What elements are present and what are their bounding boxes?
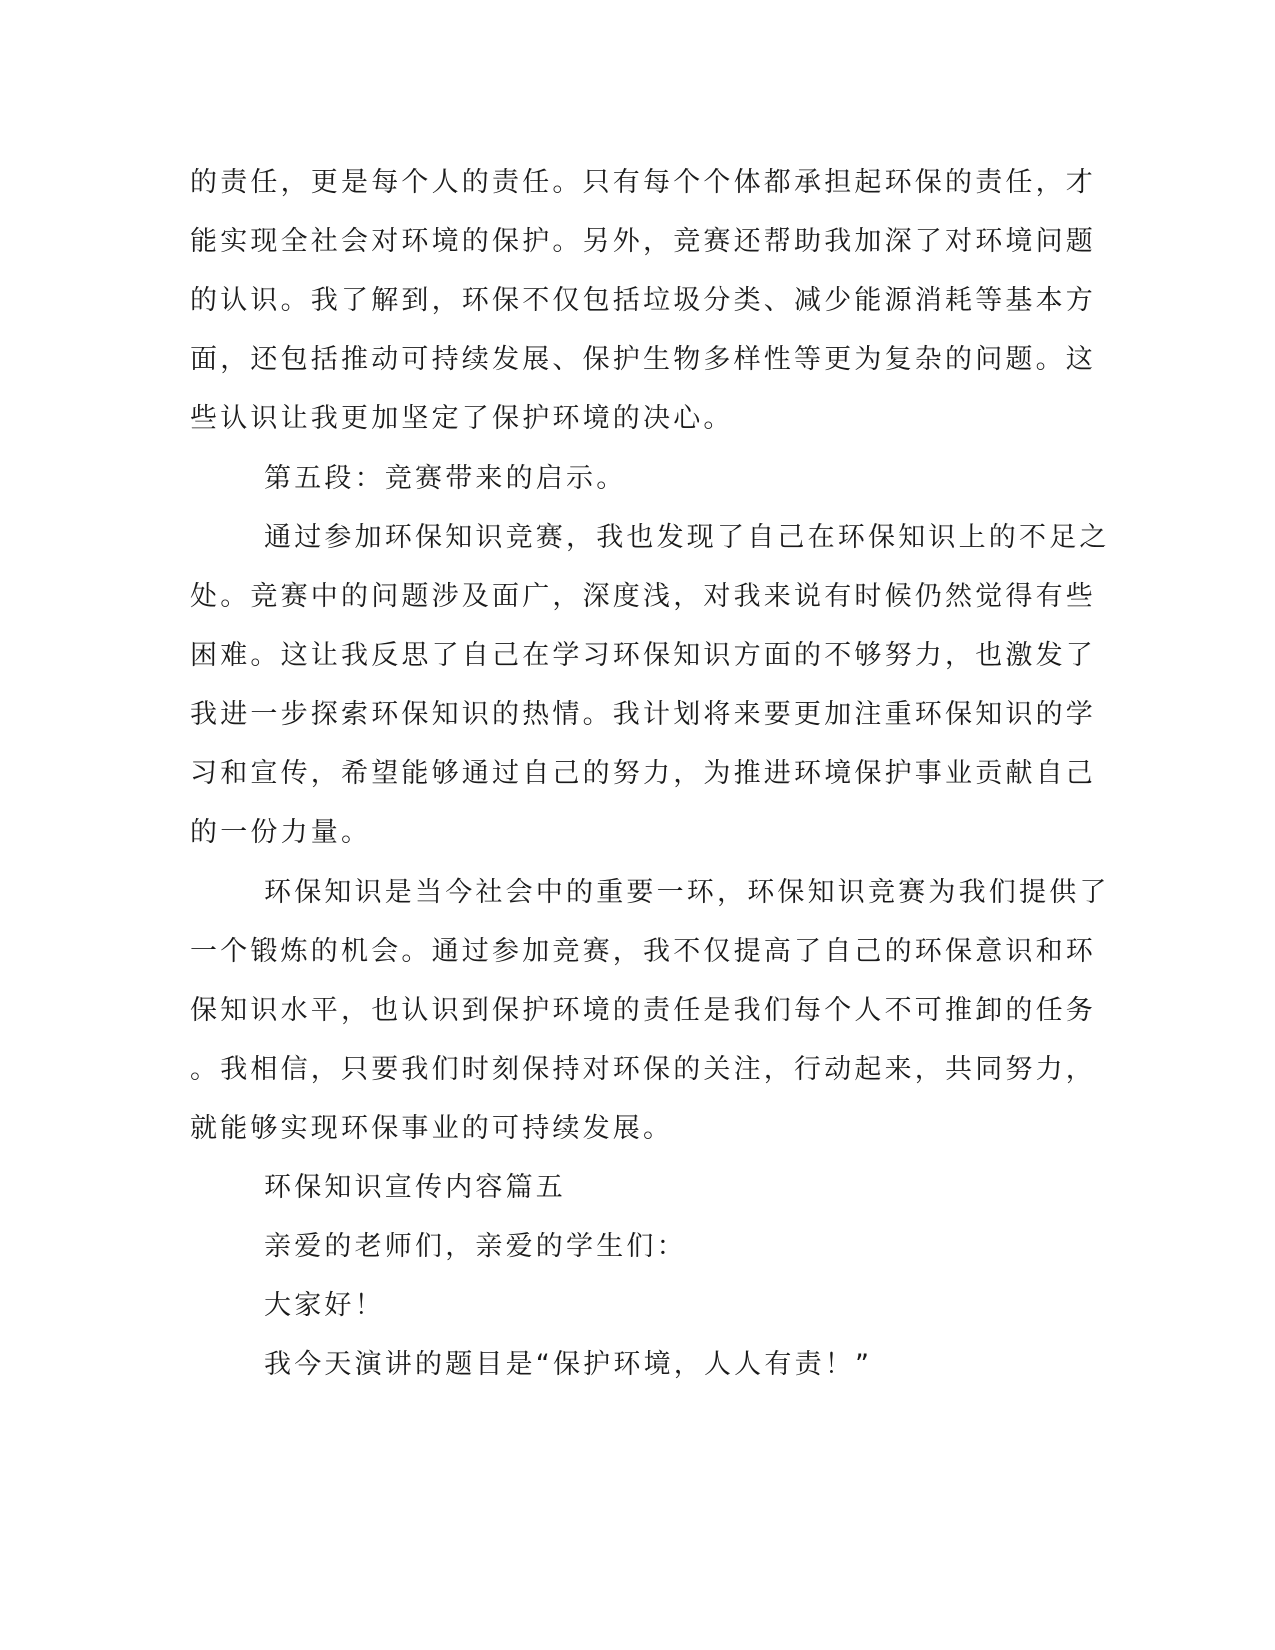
paragraph-1-line-2: 能实现全社会对环境的保护。另外，竞赛还帮助我加深了对环境问题 [190, 226, 1096, 257]
section-heading: 第五段：竞赛带来的启示。 [264, 463, 627, 494]
article-title: 环保知识宣传内容篇五 [264, 1172, 566, 1203]
paragraph-3-line-3: 保知识水平，也认识到保护环境的责任是我们每个人不可推卸的任务 [190, 995, 1096, 1026]
paragraph-1-line-3: 的认识。我了解到，环保不仅包括垃圾分类、减少能源消耗等基本方 [190, 285, 1096, 316]
paragraph-2-line-4: 我进一步探索环保知识的热情。我计划将来要更加注重环保知识的学 [190, 699, 1096, 730]
paragraph-1-line-1: 的责任，更是每个人的责任。只有每个个体都承担起环保的责任，才 [190, 167, 1096, 198]
paragraph-2-line-5: 习和宣传，希望能够通过自己的努力，为推进环境保护事业贡献自己 [190, 758, 1096, 789]
salutation: 大家好！ [264, 1290, 385, 1321]
paragraph-3-line-4: 。我相信，只要我们时刻保持对环保的关注，行动起来，共同努力， [190, 1054, 1096, 1085]
paragraph-1-line-5: 些认识让我更加坚定了保护环境的决心。 [190, 403, 734, 434]
paragraph-2-line-2: 处。竞赛中的问题涉及面广，深度浅，对我来说有时候仍然觉得有些 [190, 581, 1096, 612]
paragraph-3-line-5: 就能够实现环保事业的可持续发展。 [190, 1113, 674, 1144]
paragraph-3-line-1: 环保知识是当今社会中的重要一环，环保知识竞赛为我们提供了 [264, 877, 1110, 908]
speech-topic: 我今天演讲的题目是“保护环境，人人有责！” [264, 1349, 873, 1380]
greeting: 亲爱的老师们，亲爱的学生们： [264, 1231, 687, 1262]
paragraph-2-line-3: 困难。这让我反思了自己在学习环保知识方面的不够努力，也激发了 [190, 640, 1096, 671]
paragraph-3-line-2: 一个锻炼的机会。通过参加竞赛，我不仅提高了自己的环保意识和环 [190, 936, 1096, 967]
paragraph-1-line-4: 面，还包括推动可持续发展、保护生物多样性等更为复杂的问题。这 [190, 344, 1096, 375]
paragraph-2-line-1: 通过参加环保知识竞赛，我也发现了自己在环保知识上的不足之 [264, 522, 1110, 553]
paragraph-2-line-6: 的一份力量。 [190, 817, 372, 848]
